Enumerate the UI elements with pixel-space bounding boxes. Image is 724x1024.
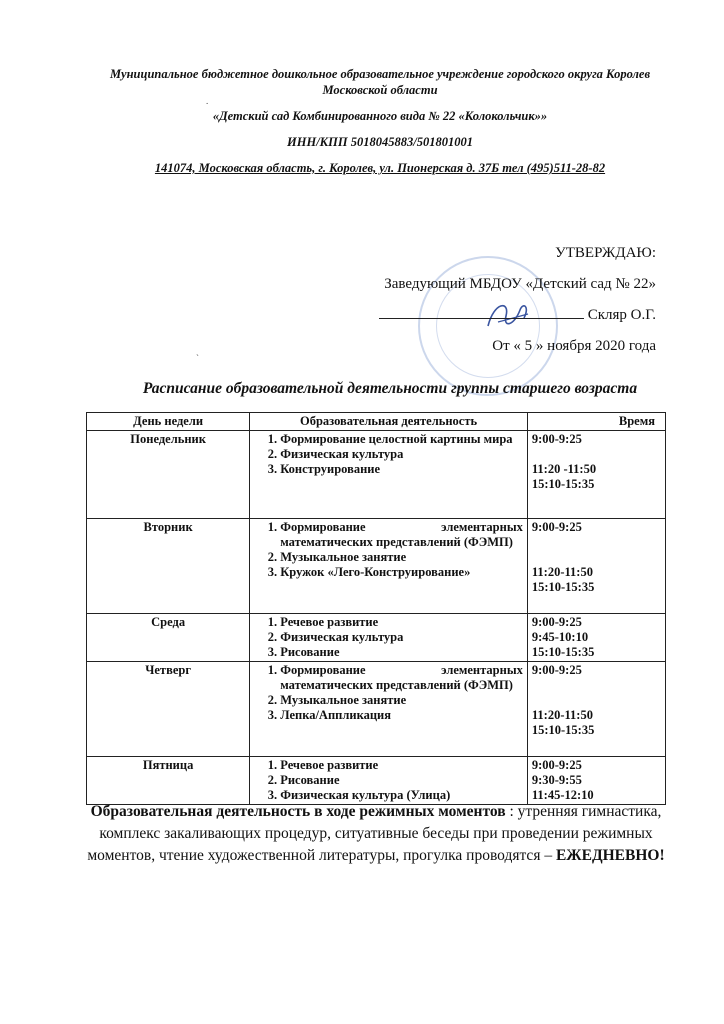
organization-name: Муниципальное бюджетное дошкольное образовательное учреждение городского округа Королев Московской области [109,67,651,97]
time-value: 9:00-9:25 [531,663,582,677]
kindergarten-name: «Детский сад Комбинированного вида № 22 «Колокольчик»» [212,109,548,123]
activity-cell [250,519,528,614]
inn-kpp: ИНН/КПП 5018045883/501801001 [287,135,473,149]
activity-item: 3. Рисование [280,645,523,660]
time-value: 9:30-9:55 [531,773,582,787]
time-value: 9:45-10:10 [531,630,589,644]
day-cell: Понедельник [87,431,250,519]
approval-block [379,238,656,362]
day-cell: Вторник [87,519,250,614]
footer-text: : утренняя гимнастика, комплекс закаливающих процедур, ситуативные беседы при проведении режимных моментов, чтение художественной литературы, прогулка проводятся – [87,803,662,864]
activity-item: 1. Речевое развитие [280,615,523,630]
time-value: 15:10-15:35 [531,580,595,594]
time-value: 11:45-12:10 [531,788,594,802]
time-value: 11:20-11:50 [531,565,593,579]
time-value: 11:20-11:50 [531,708,593,722]
approver-position: Заведующий МБДОУ «Детский сад № 22» [384,276,656,292]
header-day: День недели [87,413,250,431]
time-cell [527,662,665,757]
activity-item: 2. Физическая культура [280,447,523,462]
footer-lead: Образовательная деятельность в ходе режимных моментов [90,803,506,820]
scan-dot-mark: ` [196,353,199,363]
time-value: 15:10-15:35 [531,477,595,491]
time-value: 9:00-9:25 [531,432,582,446]
table-row [87,662,666,757]
activity-cell [250,614,528,662]
activity-item: 1. Формирование элементарных математических представлений (ФЭМП) [280,520,523,550]
time-value: 9:00-9:25 [531,758,582,772]
footer-emphasis: ЕЖЕДНЕВНО! [555,847,665,864]
signer-name: Скляр О.Г. [587,307,656,323]
time-value: 15:10-15:35 [531,645,595,659]
table-row [87,431,666,519]
day-cell: Среда [87,614,250,662]
time-value: 9:00-9:25 [531,615,582,629]
time-cell [527,757,665,805]
time-value: 9:00-9:25 [531,520,582,534]
activity-item: 2. Физическая культура [280,630,523,645]
time-cell [527,431,665,519]
activity-cell [250,757,528,805]
activity-item: 1. Формирование элементарных математических представлений (ФЭМП) [280,663,523,693]
table-row [87,757,666,805]
approval-date: От « 5 » ноября 2020 года [492,338,656,354]
approve-label: УТВЕРЖДАЮ: [555,245,656,261]
signature-row [379,300,656,331]
time-cell [527,519,665,614]
schedule-title: Расписание образовательной деятельности группы старшего возраста [142,380,638,397]
table-row [87,519,666,614]
activity-item: 1. Формирование целостной картины мира [280,432,523,447]
schedule-table [86,412,666,805]
day-cell: Четверг [87,662,250,757]
activity-item: 3. Физическая культура (Улица) [280,788,523,803]
time-value: 15:10-15:35 [531,723,595,737]
scan-dot-mark: . [206,96,209,106]
address-line: 141074, Московская область, г. Королев, ул. Пионерская д. 37Б тел (495)511-28-82 [154,161,606,175]
time-value: 11:20 -11:50 [531,462,597,476]
table-header-row [87,413,666,431]
table-row [87,614,666,662]
activity-item: 2. Рисование [280,773,523,788]
document-header [90,66,670,176]
activity-item: 1. Речевое развитие [280,758,523,773]
signature-line [379,304,584,319]
header-activity: Образовательная деятельность [250,413,528,431]
footer-note [86,801,666,867]
header-time: Время [527,413,665,431]
activity-item: 2. Музыкальное занятие [280,550,523,565]
activity-item: 3. Лепка/Аппликация [280,708,523,723]
activity-cell [250,431,528,519]
time-cell [527,614,665,662]
activity-item: 3. Конструирование [280,462,523,477]
day-cell: Пятница [87,757,250,805]
activity-item: 2. Музыкальное занятие [280,693,523,708]
activity-item: 3. Кружок «Лего-Конструирование» [280,565,523,580]
activity-cell [250,662,528,757]
